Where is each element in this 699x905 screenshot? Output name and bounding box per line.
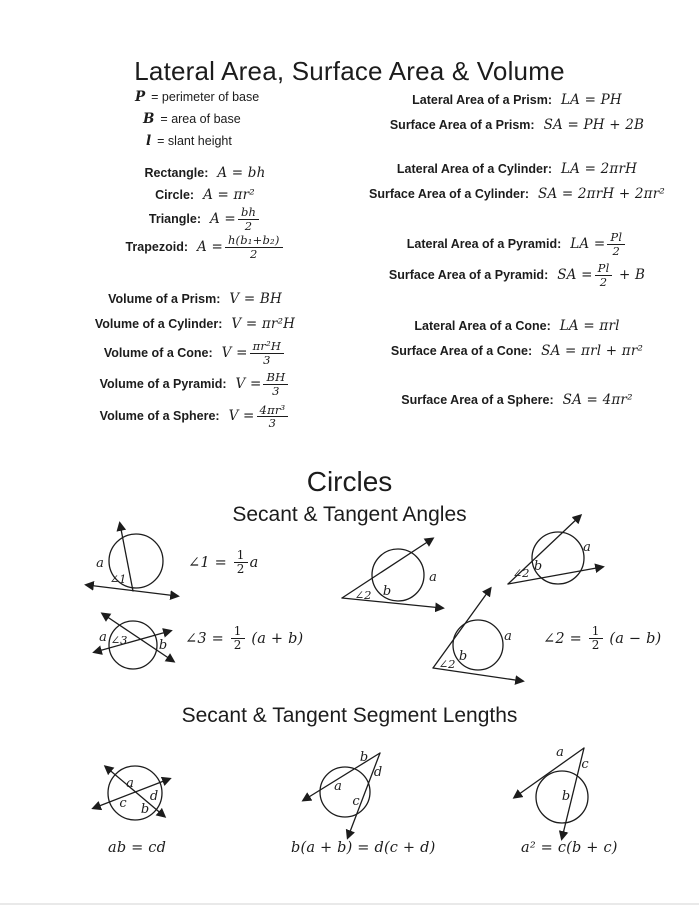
symbol-description: = area of base bbox=[160, 112, 241, 126]
formula-row bbox=[352, 261, 682, 289]
angle-label: ∠2 bbox=[512, 566, 530, 580]
formula-row bbox=[40, 163, 370, 183]
symbol: P bbox=[135, 89, 146, 105]
fraction: $\frac{1}{2}$ bbox=[589, 625, 603, 652]
fraction: $\frac{1}{2}$ bbox=[234, 549, 248, 576]
fraction: $\frac{\text{πr²H}}{3}$ bbox=[250, 340, 285, 366]
symbol-definitions bbox=[135, 88, 259, 154]
formula-math: A = $\frac{bh}{2}$ bbox=[210, 211, 261, 227]
formula-row bbox=[352, 390, 682, 410]
formula-label: Lateral Area of a Prism: bbox=[412, 93, 552, 107]
formula-row bbox=[352, 184, 682, 204]
formula-label: Surface Area of a Sphere: bbox=[401, 393, 554, 407]
formula-label: Volume of a Pyramid: bbox=[99, 376, 227, 391]
segment-label-c: c bbox=[581, 757, 589, 772]
formula-math: LA = PH bbox=[561, 92, 622, 108]
circle bbox=[372, 549, 424, 601]
prism-area-group bbox=[352, 90, 682, 135]
formula-math: V = $\frac{\text{πr²H}}{3}$ bbox=[222, 345, 286, 361]
near-arc-label: b bbox=[533, 559, 543, 574]
formula-row bbox=[40, 205, 370, 233]
formula-math: A = bh bbox=[217, 165, 266, 181]
pyramid-area-group bbox=[352, 230, 682, 290]
formula-label: Lateral Area of a Pyramid: bbox=[406, 236, 562, 251]
angle-formula-3: ∠3 = $\frac{1}{2}$ (a + b) bbox=[185, 624, 304, 653]
symbol-description: = perimeter of base bbox=[151, 90, 260, 104]
segment-label-a: a bbox=[556, 745, 564, 760]
segment-label-b: b bbox=[140, 802, 150, 817]
formula-math: SA = 4πr² bbox=[562, 392, 633, 408]
formula-label: Lateral Area of a Cylinder: bbox=[396, 162, 553, 176]
segment-label-b: b bbox=[359, 750, 369, 765]
angle-label: ∠2 bbox=[438, 657, 456, 671]
formula-math: V = $\frac{\text{4πr³}}{3}$ bbox=[229, 408, 291, 424]
definition-row bbox=[143, 110, 259, 131]
page-title: Lateral Area, Surface Area & Volume bbox=[134, 56, 565, 86]
angle-label: ∠1 bbox=[109, 572, 127, 586]
formula-row bbox=[30, 289, 360, 309]
formula-label: Rectangle: bbox=[144, 166, 209, 180]
sphere-area-group bbox=[352, 390, 682, 410]
far-arc-label: a bbox=[583, 540, 591, 555]
near-arc-label: b bbox=[458, 649, 468, 664]
formula-math: SA = $\frac{Pl}{2}$ + B bbox=[557, 261, 646, 289]
formula-label: Volume of a Prism: bbox=[108, 292, 221, 306]
formula-label: Surface Area of a Pyramid: bbox=[388, 267, 549, 282]
volume-formulas bbox=[30, 289, 360, 431]
formula-math: SA = πrl + πr² bbox=[541, 343, 644, 359]
fraction: $\frac{BH}{3}$ bbox=[263, 371, 288, 397]
segment-label-d: d bbox=[149, 789, 159, 804]
angle-label: ∠2 bbox=[354, 588, 372, 602]
formula-math: A = $\frac{\text{h(b₁+b₂)}}{2}$ bbox=[197, 239, 285, 255]
formula-math: LA = πrl bbox=[559, 318, 620, 334]
formula-label: Volume of a Cone: bbox=[103, 345, 213, 360]
formula-label: Circle: bbox=[155, 188, 195, 202]
arc-label-a: a bbox=[96, 556, 104, 571]
formula-label: Volume of a Cylinder: bbox=[94, 317, 223, 331]
segment-label-a: a bbox=[334, 779, 342, 794]
formula-label: Triangle: bbox=[148, 211, 201, 226]
segment-label-c: c bbox=[119, 796, 127, 811]
fraction: $\frac{1}{2}$ bbox=[231, 625, 245, 652]
formula-row bbox=[352, 115, 682, 135]
left-arc-label: a bbox=[99, 630, 107, 645]
symbol-description: = slant height bbox=[157, 134, 232, 148]
secant-line bbox=[304, 753, 383, 800]
angle-formula-2: ∠2 = $\frac{1}{2}$ (a − b) bbox=[543, 624, 662, 653]
far-arc-label: a bbox=[504, 629, 512, 644]
formula-row bbox=[352, 316, 682, 336]
formula-math: SA = PH + 2B bbox=[543, 117, 645, 133]
segment-label-a: a bbox=[126, 776, 134, 791]
segment-label-c: c bbox=[352, 794, 360, 809]
formula-label: Trapezoid: bbox=[125, 239, 188, 254]
secant-tangent-angles-heading: Secant & Tangent Angles bbox=[232, 503, 467, 526]
circles-heading: Circles bbox=[306, 466, 393, 497]
formula-row bbox=[352, 159, 682, 179]
formula-math: LA = 2πrH bbox=[561, 161, 638, 177]
segment-lengths-heading: Secant & Tangent Segment Lengths bbox=[181, 704, 518, 727]
formula-math: A = πr² bbox=[203, 187, 255, 203]
secant-segments-diagram bbox=[280, 733, 440, 847]
length-formula-2: b(a + b) = d(c + d) bbox=[291, 840, 436, 856]
segment-label-b: b bbox=[561, 789, 571, 804]
fraction: $\frac{bh}{2}$ bbox=[238, 206, 259, 232]
formula-row bbox=[40, 185, 370, 205]
chord-segments-diagram bbox=[85, 745, 215, 850]
tangent-secant-segments-diagram bbox=[490, 733, 665, 847]
fraction: $\frac{Pl}{2}$ bbox=[595, 262, 613, 288]
length-formula-1: ab = cd bbox=[108, 840, 167, 856]
cone-area-group bbox=[352, 316, 682, 361]
angle-formula-1: ∠1 = $\frac{1}{2}$ a bbox=[188, 548, 259, 577]
formula-row bbox=[352, 341, 682, 361]
fraction: $\frac{Pl}{2}$ bbox=[607, 231, 625, 257]
formula-row bbox=[30, 314, 360, 334]
near-arc-label: b bbox=[382, 584, 392, 599]
formula-label: Surface Area of a Prism: bbox=[389, 118, 535, 132]
formula-row bbox=[30, 370, 360, 398]
formula-label: Surface Area of a Cone: bbox=[390, 344, 533, 358]
formula-row bbox=[40, 233, 370, 261]
formula-math: LA = $\frac{Pl}{2}$ bbox=[570, 236, 627, 252]
formula-math: V = $\frac{BH}{3}$ bbox=[236, 376, 291, 392]
angle-label: ∠3 bbox=[110, 633, 128, 647]
formula-label: Lateral Area of a Cone: bbox=[414, 319, 551, 333]
formula-row bbox=[30, 339, 360, 367]
plane-area-formulas bbox=[40, 163, 370, 262]
definition-row bbox=[146, 132, 259, 153]
formula-label: Surface Area of a Cylinder: bbox=[368, 187, 529, 201]
formula-label: Volume of a Sphere: bbox=[99, 409, 220, 424]
formula-math: V = πr²H bbox=[231, 316, 296, 332]
formula-math: V = BH bbox=[229, 291, 282, 307]
formula-row bbox=[352, 230, 682, 258]
fraction: $\frac{\text{h(b₁+b₂)}}{2}$ bbox=[225, 234, 283, 260]
cylinder-area-group bbox=[352, 159, 682, 204]
length-formula-3: a² = c(b + c) bbox=[521, 840, 618, 856]
formula-row bbox=[352, 90, 682, 110]
far-arc-label: a bbox=[429, 570, 437, 585]
right-arc-label: b bbox=[158, 638, 168, 653]
formula-row bbox=[30, 403, 360, 431]
symbol: l bbox=[146, 133, 152, 149]
definition-row bbox=[135, 88, 259, 109]
symbol: B bbox=[143, 111, 155, 127]
formula-math: SA = 2πrH + 2πr² bbox=[538, 186, 666, 202]
fraction: $\frac{\text{4πr³}}{3}$ bbox=[257, 404, 289, 430]
segment-label-d: d bbox=[373, 765, 383, 780]
two-tangents-diagram bbox=[420, 555, 575, 690]
